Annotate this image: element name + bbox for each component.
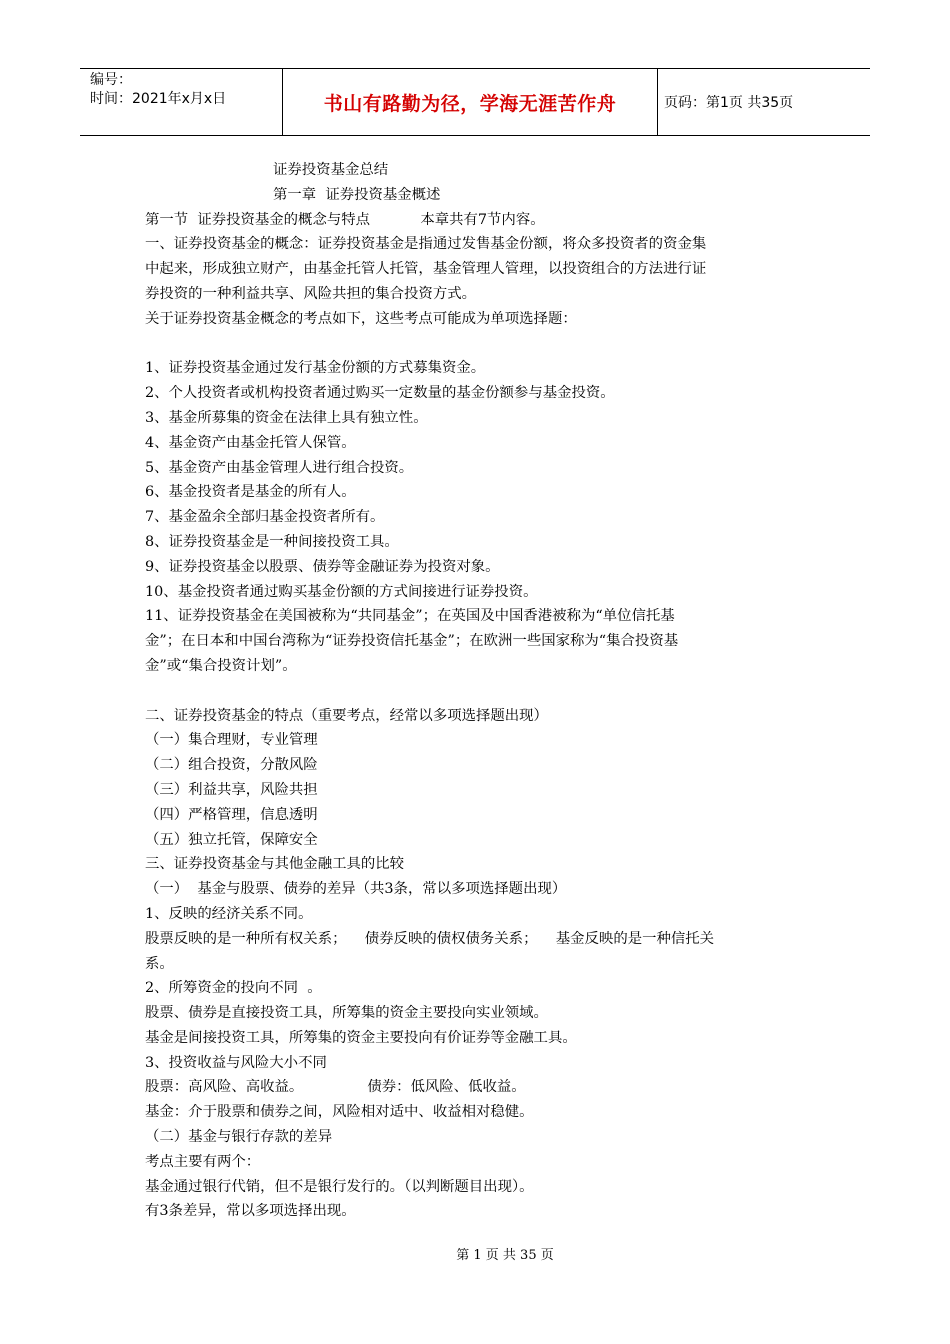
body-line: 中起来，形成独立财产，由基金托管人托管，基金管理人管理，以投资组合的方法进行证	[145, 261, 707, 278]
body-line: 有3条差异，常以多项选择出现。	[145, 1203, 356, 1220]
body-line: 券投资的一种利益共享、风险共担的集合投资方式。	[145, 285, 476, 302]
body-line: （一）集合理财，专业管理	[145, 732, 318, 749]
document-body	[145, 158, 810, 1224]
body-line: 系。	[145, 955, 174, 972]
body-line: 考点主要有两个：	[145, 1153, 261, 1170]
body-line: 2、所筹资金的投向不同 。	[145, 980, 322, 997]
chapter-title: 第一章 证券投资基金概述	[273, 186, 441, 203]
body-line: （四）严格管理，信息透明	[145, 806, 318, 823]
body-line: 4、基金资产由基金托管人保管。	[145, 434, 356, 451]
body-line: 股票：高风险、高收益。 债券：低风险、低收益。	[145, 1079, 526, 1096]
header-meta	[80, 69, 282, 135]
body-line: 二、证券投资基金的特点（重要考点，经常以多项选择题出现）	[145, 707, 548, 724]
page-footer	[0, 1244, 950, 1263]
body-line: 9、证券投资基金以股票、债券等金融证券为投资对象。	[145, 558, 500, 575]
body-line: （五）独立托管，保障安全	[145, 831, 318, 848]
body-line: 1、反映的经济关系不同。	[145, 905, 313, 922]
body-line: 第一节 证券投资基金的概念与特点 本章共有7节内容。	[145, 211, 545, 228]
body-paragraphs	[145, 208, 810, 1225]
body-line: （二）组合投资，分散风险	[145, 757, 318, 774]
body-line: 三、证券投资基金与其他金融工具的比较	[145, 856, 405, 873]
body-line: 基金：介于股票和债券之间，风险相对适中、收益相对稳健。	[145, 1104, 534, 1121]
body-line: （二）基金与银行存款的差异	[145, 1129, 333, 1146]
body-line: 股票、债券是直接投资工具，所筹集的资金主要投向实业领域。	[145, 1005, 548, 1022]
number-label: 编号：	[90, 72, 132, 88]
body-line: 股票反映的是一种所有权关系； 债券反映的债权债务关系； 基金反映的是一种信托关	[145, 930, 715, 947]
body-line: 1、证券投资基金通过发行基金份额的方式募集资金。	[145, 360, 486, 377]
body-line: 11、证券投资基金在美国被称为“共同基金”；在英国及中国香港被称为“单位信托基	[145, 608, 675, 625]
doc-title: 证券投资基金总结	[273, 162, 389, 178]
header-motto-cell	[282, 69, 658, 135]
body-line: 金”；在日本和中国台湾称为“证券投资信托基金”；在欧洲一些国家称为“集合投资基	[145, 633, 679, 650]
body-line: 3、基金所募集的资金在法律上具有独立性。	[145, 409, 428, 426]
time-label: 时间：2021年x月x日	[90, 91, 227, 107]
body-line: 关于证券投资基金概念的考点如下，这些考点可能成为单项选择题：	[145, 310, 577, 327]
body-line: 一、证券投资基金的概念：证券投资基金是指通过发售基金份额，将众多投资者的资金集	[145, 236, 707, 253]
body-line: （一） 基金与股票、债券的差异（共3条，常以多项选择题出现）	[145, 881, 567, 898]
body-line: 5、基金资产由基金管理人进行组合投资。	[145, 459, 414, 476]
body-line: 8、证券投资基金是一种间接投资工具。	[145, 533, 399, 550]
page-label: 页码：第1页 共35页	[664, 95, 794, 111]
body-line: 7、基金盈余全部归基金投资者所有。	[145, 509, 385, 526]
body-line: 2、个人投资者或机构投资者通过购买一定数量的基金份额参与基金投资。	[145, 385, 615, 402]
motto-text: 书山有路勤为径，学海无涯苦作舟	[323, 92, 617, 115]
body-line: 6、基金投资者是基金的所有人。	[145, 484, 356, 501]
body-line: 10、基金投资者通过购买基金份额的方式间接进行证券投资。	[145, 583, 538, 600]
body-line: 3、投资收益与风险大小不同	[145, 1054, 327, 1071]
body-line: （三）利益共享，风险共担	[145, 781, 318, 798]
document-header	[80, 68, 870, 136]
body-line: 基金通过银行代销，但不是银行发行的。（以判断题目出现）。	[145, 1178, 534, 1195]
body-line	[145, 679, 810, 704]
body-line: 基金是间接投资工具，所筹集的资金主要投向有价证券等金融工具。	[145, 1029, 577, 1046]
footer-page-number: 第 1 页 共 35 页	[456, 1248, 554, 1263]
header-page-cell	[658, 69, 870, 135]
body-line: 金”或“集合投资计划”。	[145, 657, 297, 674]
body-line	[145, 332, 810, 357]
